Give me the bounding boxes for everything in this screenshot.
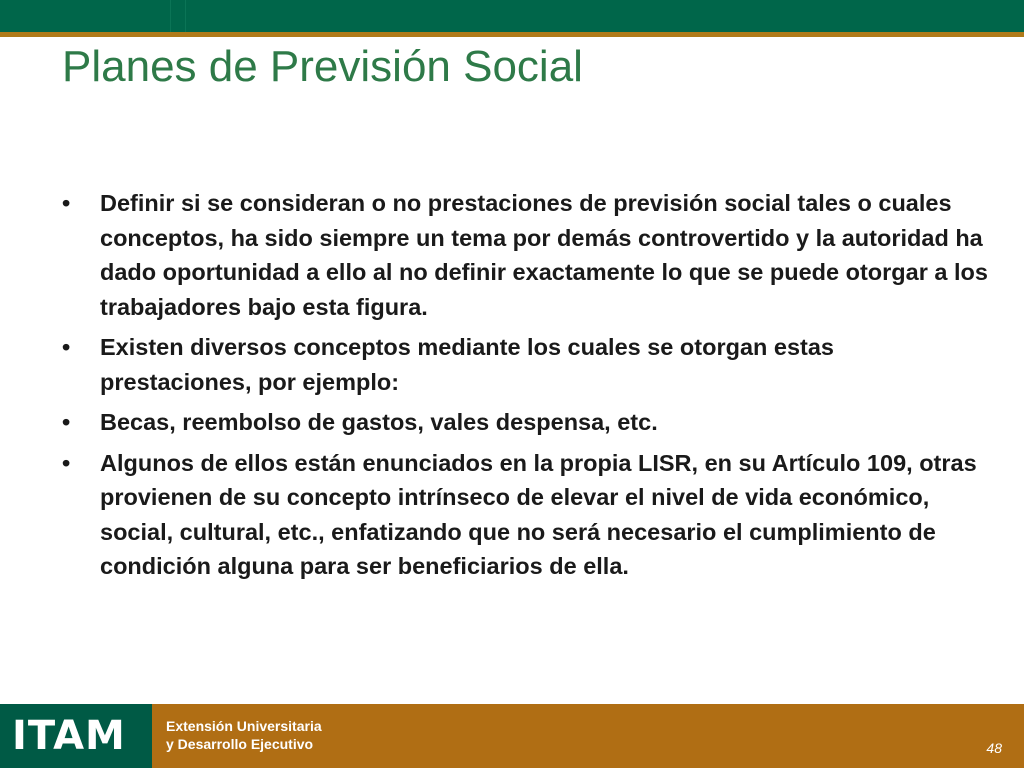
top-header-band [0, 0, 1024, 32]
bullet-item [62, 330, 992, 399]
footer-band [0, 704, 1024, 768]
page-number: 48 [986, 740, 1002, 756]
footer-line-2: y Desarrollo Ejecutivo [166, 736, 314, 752]
itam-logo: ITAM [12, 713, 126, 759]
bullet-item [62, 405, 992, 440]
footer-line-1: Extensión Universitaria [166, 718, 322, 734]
bullet-text: Algunos de ellos están enunciados en la propia LISR, en su Artículo 109, otras provienen de su concepto intrínseco de elevar el nivel de vida económico, social, cultural, etc., enfatizando que no será necesario el cumplimiento de condición alguna para ser beneficiarios de ella. [100, 449, 977, 579]
bullet-marker: • [62, 190, 71, 216]
band-divider [170, 0, 171, 32]
top-accent-stripe [0, 32, 1024, 37]
slide-title: Planes de Previsión Social [62, 42, 583, 91]
band-divider [185, 0, 186, 32]
bullet-item [62, 186, 992, 324]
bullet-list [62, 186, 992, 590]
bullet-marker: • [62, 409, 71, 435]
bullet-text: Becas, reembolso de gastos, vales despensa, etc. [100, 409, 658, 435]
bullet-marker: • [62, 334, 71, 360]
itam-logo-block [0, 704, 152, 768]
bullet-marker: • [62, 449, 71, 476]
bullet-text: Definir si se consideran o no prestaciones de previsión social tales o cuales conceptos, ha sido siempre un tema por demás controvertido y la autoridad ha dado oportunidad a ello al no definir exactamente lo que se puede otorgar a los trabajadores bajo esta figura. [100, 190, 988, 320]
bullet-text: Existen diversos conceptos mediante los cuales se otorgan estas prestaciones, por ejemplo: [100, 334, 834, 395]
bullet-item [62, 446, 992, 584]
